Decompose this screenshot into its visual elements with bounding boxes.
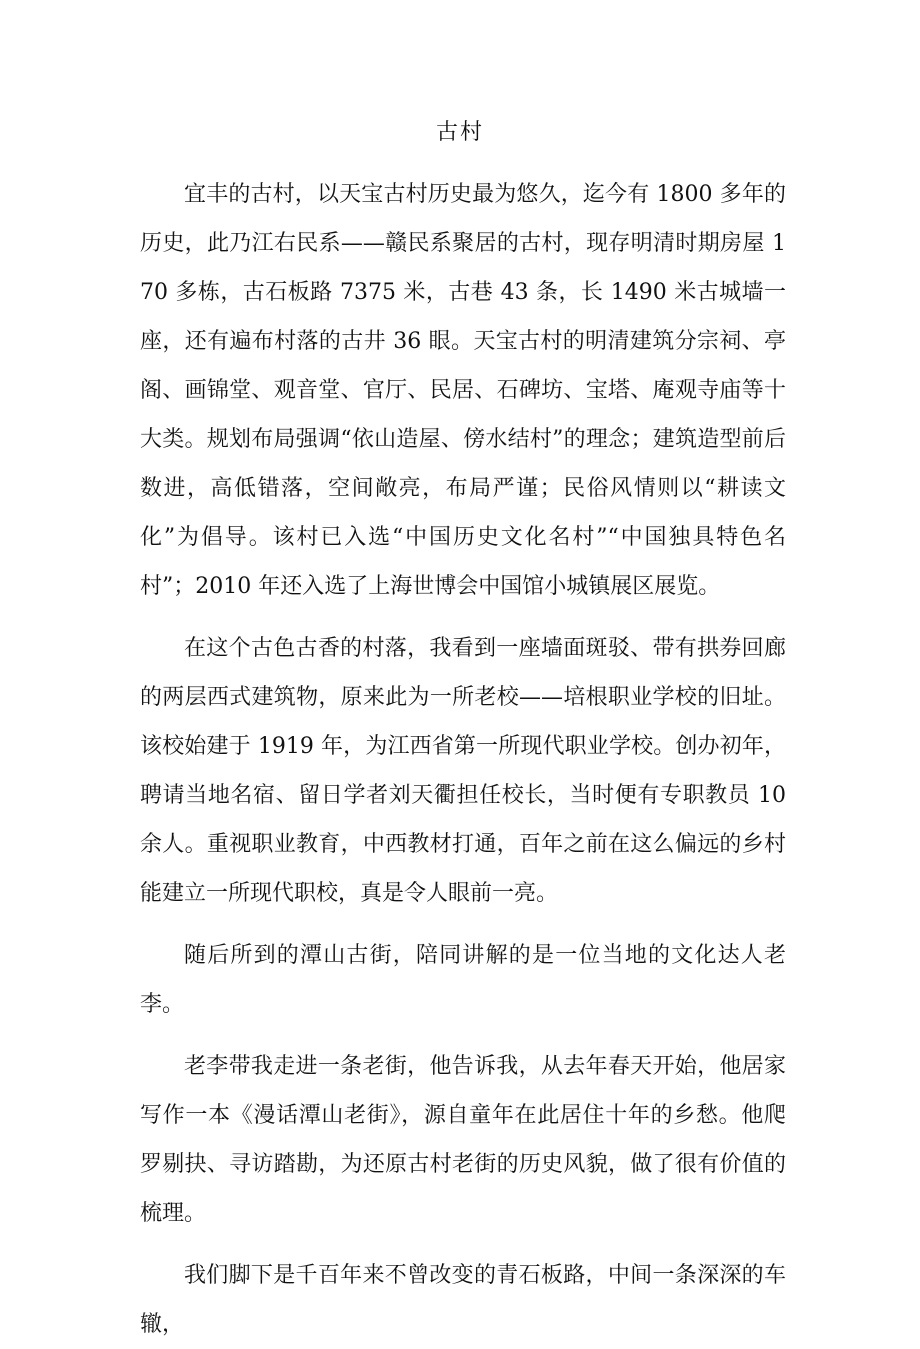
document-title: 古村 [435, 120, 484, 145]
paragraph-tianbao-village: 宜丰的古村，以天宝古村历史最为悠久，迄今有 1800 多年的历史，此乃江右民系——赣民系聚居的古村，现存明清时期房屋 170 多栋，古石板路 7375 米，古巷 43 条，长 1490 米古城墙一座，还有遍布村落的古井 36 眼。天宝古村的明清建筑分宗祠、亭阁、画锦堂、观音堂、官厅、民居、石碑坊、宝塔、庵观寺庙等十大类。规划布局强调“依山造屋、傍水结村”的理念；建筑造型前后数进，高低错落，空间敞亮，布局严谨；民俗风情则以“耕读文化”为倡导。该村已入选“中国历史文化名村”“中国独具特色名村”；2010 年还入选了上海世博会中国馆小城镇展区展览。 [140, 182, 786, 599]
paragraph-lao-li: 老李带我走进一条老街，他告诉我，从去年春天开始，他居家写作一本《漫话潭山老街》，源自童年在此居住十年的乡愁。他爬罗剔抉、寻访踏勘，为还原古村老街的历史风貌，做了很有价值的梳理。 [140, 1054, 786, 1226]
paragraph-peigen-school: 在这个古色古香的村落，我看到一座墙面斑驳、带有拱券回廊的两层西式建筑物，原来此为一所老校——培根职业学校的旧址。该校始建于 1919 年，为江西省第一所现代职业学校。创办初年，聘请当地名宿、留日学者刘天衢担任校长，当时便有专职教员 10 余人。重视职业教育，中西教材打通，百年之前在这么偏远的乡村能建立一所现代职校，真是令人眼前一亮。 [140, 636, 786, 906]
paragraph-stone-road: 我们脚下是千百年来不曾改变的青石板路，中间一条深深的车辙， [140, 1263, 786, 1337]
paragraph-tanshan-street: 随后所到的潭山古街，陪同讲解的是一位当地的文化达人老李。 [140, 943, 786, 1017]
document-body [140, 170, 786, 1349]
